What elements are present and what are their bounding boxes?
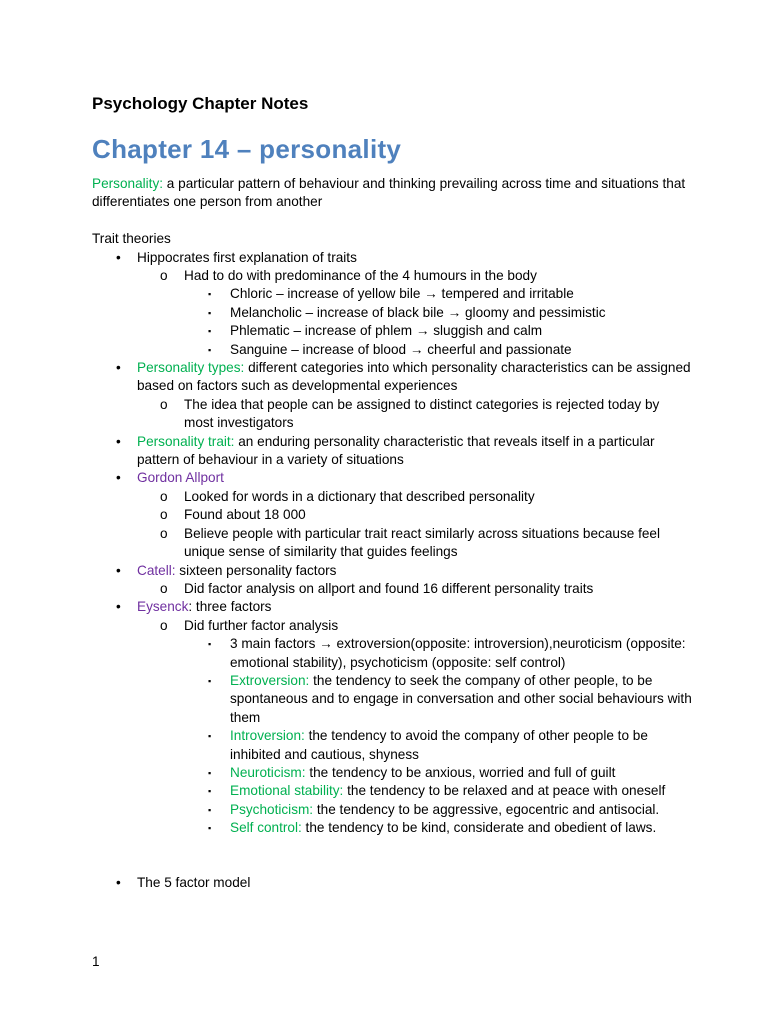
term-eysenck: Eysenck — [137, 599, 189, 615]
term-emotional-stability: Emotional stability: — [230, 783, 344, 799]
bullet-icon: • — [116, 562, 121, 578]
bullet-icon: • — [116, 599, 121, 615]
list-item: ▪ Neuroticism: the tendency to be anxious, worried and full of guilt — [92, 764, 692, 782]
document-title: Psychology Chapter Notes — [92, 94, 309, 113]
square-bullet-icon: ▪ — [208, 823, 212, 834]
bullet-icon: o — [160, 507, 168, 523]
list-item: ▪ Emotional stability: the tendency to be relaxed and at peace with oneself — [92, 782, 692, 800]
list-item: ▪ Melancholic – increase of black bile → gloomy and pessimistic — [92, 304, 692, 322]
personality-definition: a particular pattern of behaviour and thinking prevailing across time and situations that differentiates one person from another — [92, 176, 686, 210]
bullet-icon: o — [160, 580, 168, 596]
term-gordon-allport: Gordon Allport — [137, 470, 224, 486]
square-bullet-icon: ▪ — [208, 289, 212, 300]
trait-theories-list — [92, 249, 692, 838]
list-item: o Found about 18 000 — [92, 506, 692, 524]
term-personality-types: Personality types: — [137, 360, 245, 376]
bullet-icon: o — [160, 617, 168, 633]
list-item: o Had to do with predominance of the 4 humours in the body — [92, 267, 692, 285]
list-item: ▪ Self control: the tendency to be kind, considerate and obedient of laws. — [92, 819, 692, 837]
term-neuroticism: Neuroticism: — [230, 764, 306, 780]
list-item: • Personality trait: an enduring personality characteristic that reveals itself in a particular pattern of behaviour in a variety of situations — [116, 433, 655, 468]
square-bullet-icon: ▪ — [208, 639, 212, 650]
term-personality-trait: Personality trait: — [137, 433, 235, 449]
term-extroversion: Extroversion: — [230, 672, 310, 688]
list-item: ▪ Chloric – increase of yellow bile → tempered and irritable — [92, 285, 692, 303]
list-item: o Did factor analysis on allport and found 16 different personality traits — [92, 580, 692, 598]
page-number: 1 — [92, 954, 100, 969]
list-item: o The idea that people can be assigned to distinct categories is rejected today by most investigators — [160, 396, 660, 431]
list-item: • The 5 factor model — [92, 874, 692, 892]
five-factor-list — [92, 874, 692, 892]
square-bullet-icon: ▪ — [208, 767, 212, 778]
list-item: • Personality types: different categories into which personality characteristics can be assigned based on factors such as developmental experiences — [116, 360, 691, 394]
list-item: o Did further factor analysis — [92, 617, 692, 635]
bullet-icon: • — [116, 360, 121, 376]
term-personality: Personality: — [92, 176, 164, 191]
square-bullet-icon: ▪ — [208, 804, 212, 815]
bullet-icon: • — [116, 433, 121, 449]
bullet-icon: • — [116, 249, 121, 265]
square-bullet-icon: ▪ — [208, 326, 212, 337]
term-catell: Catell: — [137, 562, 176, 578]
list-item: o Believe people with particular trait react similarly across situations because feel unique sense of similarity that guides feelings — [160, 525, 661, 560]
list-item: • Eysenck: three factors — [92, 598, 692, 616]
term-introversion: Introversion: — [230, 728, 305, 744]
list-item: ▪ Sanguine – increase of blood → cheerful and passionate — [92, 341, 692, 359]
bullet-icon: o — [160, 488, 168, 504]
square-bullet-icon: ▪ — [208, 786, 212, 797]
list-item: ▪ 3 main factors → extroversion(opposite: introversion),neuroticism (opposite: emotional stability), psychoticism (opposite: self control) — [208, 636, 686, 670]
list-item: o Looked for words in a dictionary that described personality — [92, 488, 692, 506]
list-item: ▪ Psychoticism: the tendency to be aggressive, egocentric and antisocial. — [92, 801, 692, 819]
intro-paragraph — [92, 175, 692, 212]
bullet-icon: o — [160, 525, 168, 541]
document-body — [92, 175, 692, 893]
bullet-icon: • — [116, 470, 121, 486]
list-item: • Hippocrates first explanation of traits — [92, 249, 692, 267]
list-item: • Catell: sixteen personality factors — [92, 562, 692, 580]
list-item: ▪ Extroversion: the tendency to seek the company of other people, to be spontaneous and to engage in conversation and other social behaviours with them — [208, 672, 692, 725]
bullet-icon: o — [160, 396, 168, 412]
list-item: ▪ Introversion: the tendency to avoid the company of other people to be inhibited and cautious, shyness — [208, 728, 648, 762]
list-item — [92, 469, 692, 487]
square-bullet-icon: ▪ — [208, 675, 212, 686]
square-bullet-icon: ▪ — [208, 344, 212, 355]
bullet-icon: o — [160, 268, 168, 284]
bullet-icon: • — [116, 875, 121, 891]
term-psychoticism: Psychoticism: — [230, 801, 314, 817]
list-item: ▪ Phlematic – increase of phlem → sluggish and calm — [92, 322, 692, 340]
square-bullet-icon: ▪ — [208, 731, 212, 742]
chapter-title: Chapter 14 – personality — [92, 134, 402, 164]
term-self-control: Self control: — [230, 820, 302, 836]
trait-theories-heading: Trait theories — [92, 231, 171, 247]
square-bullet-icon: ▪ — [208, 307, 212, 318]
